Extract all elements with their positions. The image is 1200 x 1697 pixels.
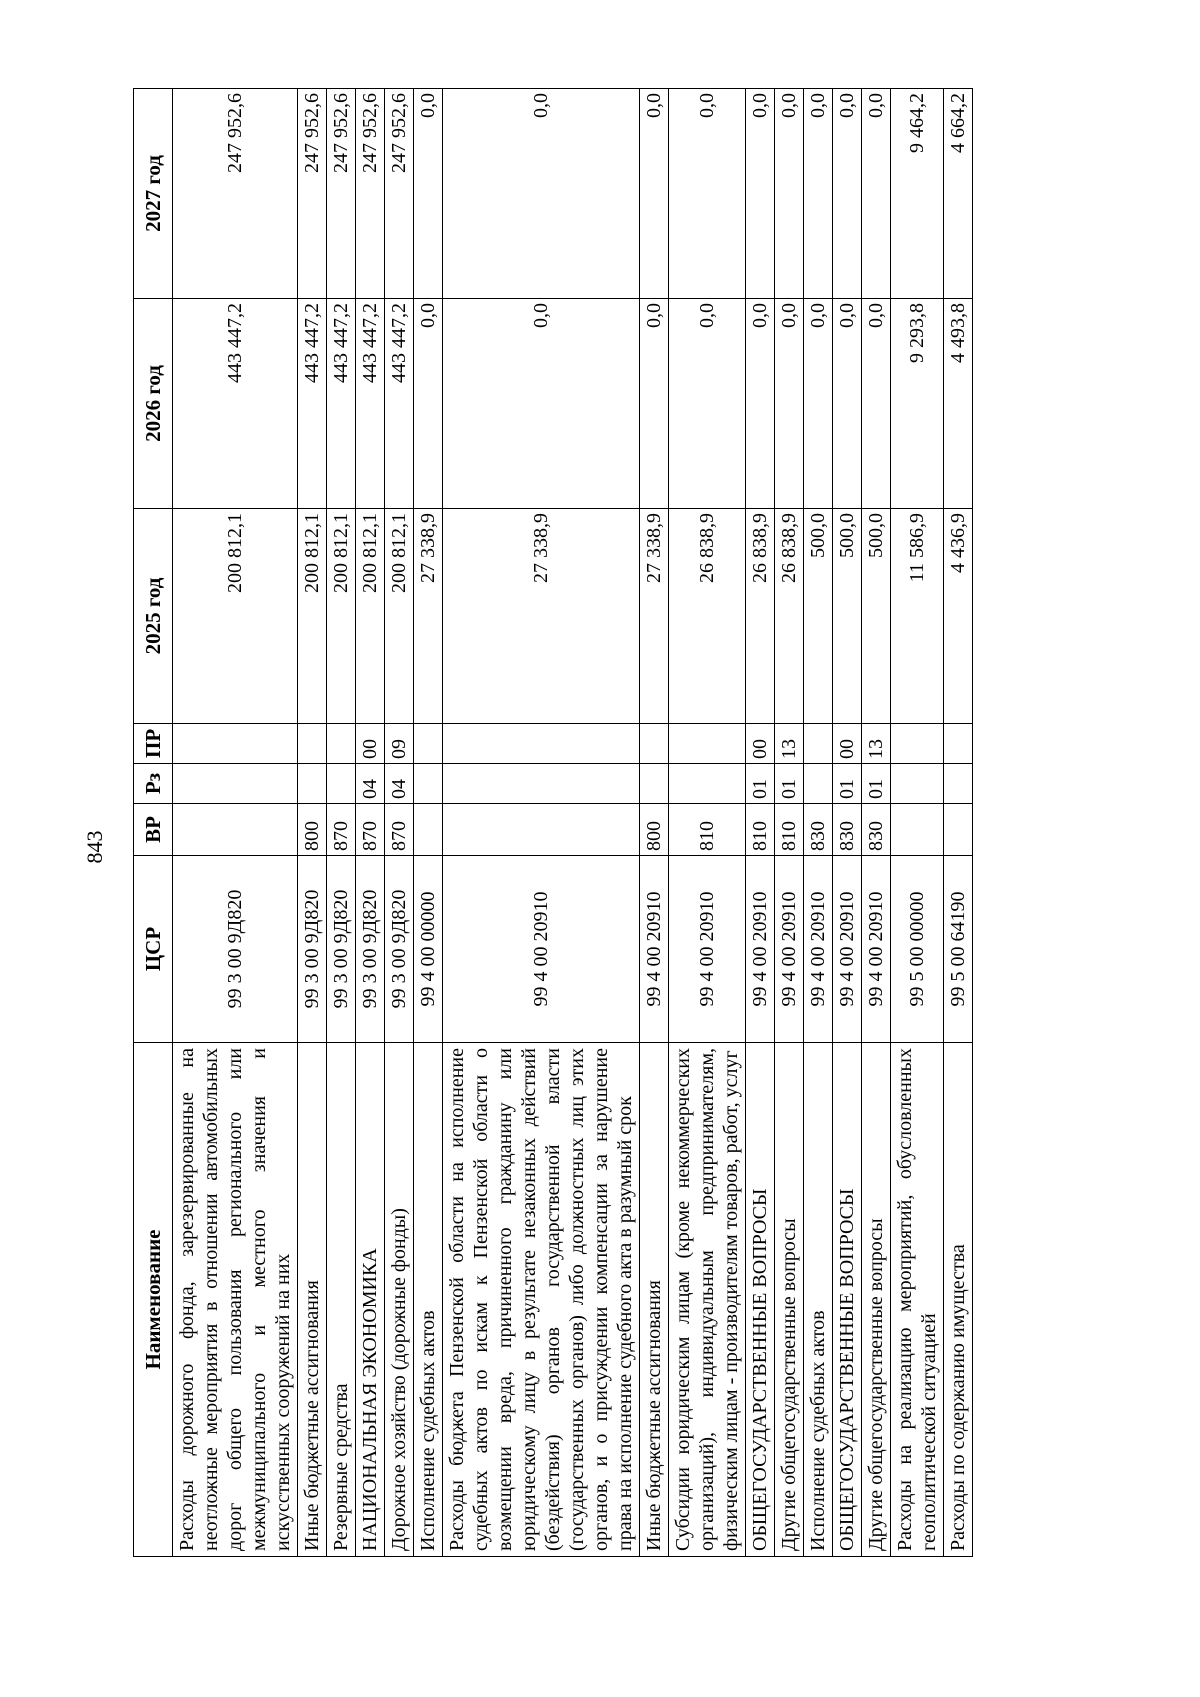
row-rz xyxy=(891,764,944,804)
header-rz: Рз xyxy=(134,764,173,804)
row-name: Другие общегосударственные вопросы xyxy=(775,1043,804,1557)
row-2025: 200 812,1 xyxy=(356,509,385,724)
row-2026: 0,0 xyxy=(804,299,833,509)
row-name: Субсидии юридическим лицам (кроме некоммерческих организаций), индивидуальным предпринимателям, физическим лицам - производителям товаров, работ, услуг xyxy=(669,1043,746,1557)
header-2027: 2027 год xyxy=(134,89,173,299)
header-2026: 2026 год xyxy=(134,299,173,509)
row-rz xyxy=(944,764,973,804)
row-2027: 0,0 xyxy=(443,89,640,299)
row-vr: 870 xyxy=(327,804,356,856)
header-vr: ВР xyxy=(134,804,173,856)
row-pr xyxy=(640,724,669,764)
row-rz xyxy=(298,764,327,804)
row-pr: 00 xyxy=(356,724,385,764)
row-vr: 830 xyxy=(862,804,891,856)
table-row xyxy=(891,89,944,1557)
row-2027: 0,0 xyxy=(746,89,775,299)
row-csr: 99 4 00 20910 xyxy=(833,856,862,1043)
row-csr: 99 4 00 20910 xyxy=(640,856,669,1043)
row-2027: 0,0 xyxy=(414,89,443,299)
row-2027: 0,0 xyxy=(640,89,669,299)
row-2027: 4 664,2 xyxy=(944,89,973,299)
row-2026: 0,0 xyxy=(443,299,640,509)
row-vr: 800 xyxy=(640,804,669,856)
row-2027: 0,0 xyxy=(775,89,804,299)
row-rz: 01 xyxy=(775,764,804,804)
row-2026: 0,0 xyxy=(669,299,746,509)
row-2026: 0,0 xyxy=(775,299,804,509)
row-csr: 99 3 00 9Д820 xyxy=(173,856,298,1043)
row-pr xyxy=(669,724,746,764)
table-row xyxy=(804,89,833,1557)
table-row xyxy=(385,89,414,1557)
row-rz: 01 xyxy=(862,764,891,804)
page-number: 843 xyxy=(82,830,107,864)
row-vr: 810 xyxy=(669,804,746,856)
row-pr xyxy=(443,724,640,764)
row-pr xyxy=(327,724,356,764)
rotated-table-container xyxy=(133,89,1035,1557)
row-pr: 13 xyxy=(775,724,804,764)
row-csr: 99 4 00 00000 xyxy=(414,856,443,1043)
row-csr: 99 5 00 64190 xyxy=(944,856,973,1043)
row-csr: 99 4 00 20910 xyxy=(443,856,640,1043)
row-csr: 99 4 00 20910 xyxy=(746,856,775,1043)
row-csr: 99 4 00 20910 xyxy=(804,856,833,1043)
row-2025: 500,0 xyxy=(862,509,891,724)
row-2027: 0,0 xyxy=(669,89,746,299)
row-rz xyxy=(414,764,443,804)
row-name: Иные бюджетные ассигнования xyxy=(298,1043,327,1557)
row-rz xyxy=(669,764,746,804)
row-2025: 200 812,1 xyxy=(298,509,327,724)
row-vr: 870 xyxy=(356,804,385,856)
row-2026: 0,0 xyxy=(746,299,775,509)
row-csr: 99 3 00 9Д820 xyxy=(298,856,327,1043)
row-2026: 443 447,2 xyxy=(173,299,298,509)
row-vr xyxy=(414,804,443,856)
table-row xyxy=(414,89,443,1557)
table-row xyxy=(746,89,775,1557)
row-vr: 830 xyxy=(804,804,833,856)
row-2026: 0,0 xyxy=(862,299,891,509)
row-2025: 200 812,1 xyxy=(385,509,414,724)
row-csr: 99 3 00 9Д820 xyxy=(327,856,356,1043)
row-pr xyxy=(298,724,327,764)
row-name: Дорожное хозяйство (дорожные фонды) xyxy=(385,1043,414,1557)
row-rz: 04 xyxy=(356,764,385,804)
row-2027: 0,0 xyxy=(862,89,891,299)
row-2026: 4 493,8 xyxy=(944,299,973,509)
row-pr xyxy=(944,724,973,764)
row-pr: 00 xyxy=(833,724,862,764)
table-row xyxy=(443,89,640,1557)
row-csr: 99 3 00 9Д820 xyxy=(385,856,414,1043)
table-row xyxy=(862,89,891,1557)
row-name: Иные бюджетные ассигнования xyxy=(640,1043,669,1557)
row-vr xyxy=(173,804,298,856)
row-2025: 200 812,1 xyxy=(327,509,356,724)
row-2026: 443 447,2 xyxy=(327,299,356,509)
row-csr: 99 3 00 9Д820 xyxy=(356,856,385,1043)
row-2027: 247 952,6 xyxy=(385,89,414,299)
row-2026: 443 447,2 xyxy=(356,299,385,509)
row-name: НАЦИОНАЛЬНАЯ ЭКОНОМИКА xyxy=(356,1043,385,1557)
table-row xyxy=(775,89,804,1557)
row-name: ОБЩЕГОСУДАРСТВЕННЫЕ ВОПРОСЫ xyxy=(746,1043,775,1557)
table-body xyxy=(173,89,973,1557)
row-2026: 9 293,8 xyxy=(891,299,944,509)
table-row xyxy=(833,89,862,1557)
header-pr: ПР xyxy=(134,724,173,764)
row-rz xyxy=(327,764,356,804)
row-2025: 26 838,9 xyxy=(775,509,804,724)
row-2026: 0,0 xyxy=(640,299,669,509)
header-name: Наименование xyxy=(134,1043,173,1557)
row-rz: 01 xyxy=(833,764,862,804)
row-pr xyxy=(804,724,833,764)
row-2027: 9 464,2 xyxy=(891,89,944,299)
row-vr: 870 xyxy=(385,804,414,856)
row-2025: 26 838,9 xyxy=(746,509,775,724)
row-2025: 500,0 xyxy=(804,509,833,724)
row-csr: 99 5 00 00000 xyxy=(891,856,944,1043)
row-name: Расходы дорожного фонда, зарезервированные на неотложные мероприятия в отношении автомобильных дорог общего пользования регионального или межмуниципального и местного значения и искусственных сооружений на них xyxy=(173,1043,298,1557)
table-header-row xyxy=(134,89,173,1557)
row-rz: 01 xyxy=(746,764,775,804)
row-pr xyxy=(173,724,298,764)
row-2025: 200 812,1 xyxy=(173,509,298,724)
row-name: Расходы бюджета Пензенской области на исполнение судебных актов по искам к Пензенской области о возмещении вреда, причиненного гражданину или юридическому лицу в результате незаконных действий (бездействия) органов государственной власти (государственных органов) либо должностных лиц этих органов, и о присуждении компенсации за нарушение права на исполнение судебного акта в разумный срок xyxy=(443,1043,640,1557)
row-2025: 26 838,9 xyxy=(669,509,746,724)
row-csr: 99 4 00 20910 xyxy=(669,856,746,1043)
table-row xyxy=(298,89,327,1557)
row-vr: 810 xyxy=(775,804,804,856)
row-2027: 247 952,6 xyxy=(327,89,356,299)
table-row xyxy=(640,89,669,1557)
row-vr xyxy=(944,804,973,856)
table-row xyxy=(944,89,973,1557)
row-name: Исполнение судебных актов xyxy=(804,1043,833,1557)
row-2025: 27 338,9 xyxy=(443,509,640,724)
row-pr xyxy=(891,724,944,764)
row-2027: 247 952,6 xyxy=(173,89,298,299)
row-2026: 0,0 xyxy=(833,299,862,509)
budget-table xyxy=(133,88,973,1557)
row-2025: 11 586,9 xyxy=(891,509,944,724)
row-2027: 0,0 xyxy=(804,89,833,299)
row-vr xyxy=(443,804,640,856)
row-csr: 99 4 00 20910 xyxy=(775,856,804,1043)
row-vr: 810 xyxy=(746,804,775,856)
row-pr: 09 xyxy=(385,724,414,764)
row-name: Исполнение судебных актов xyxy=(414,1043,443,1557)
row-vr: 800 xyxy=(298,804,327,856)
row-pr: 00 xyxy=(746,724,775,764)
row-pr: 13 xyxy=(862,724,891,764)
row-pr xyxy=(414,724,443,764)
row-2025: 500,0 xyxy=(833,509,862,724)
table-row xyxy=(327,89,356,1557)
row-name: Расходы на реализацию мероприятий, обусловленных геополитической ситуацией xyxy=(891,1043,944,1557)
row-2027: 0,0 xyxy=(833,89,862,299)
row-name: Расходы по содержанию имущества xyxy=(944,1043,973,1557)
row-2027: 247 952,6 xyxy=(356,89,385,299)
row-rz xyxy=(173,764,298,804)
row-vr xyxy=(891,804,944,856)
row-rz xyxy=(640,764,669,804)
row-name: ОБЩЕГОСУДАРСТВЕННЫЕ ВОПРОСЫ xyxy=(833,1043,862,1557)
table-row xyxy=(356,89,385,1557)
table-row xyxy=(173,89,298,1557)
row-name: Резервные средства xyxy=(327,1043,356,1557)
row-vr: 830 xyxy=(833,804,862,856)
row-rz xyxy=(804,764,833,804)
row-rz xyxy=(443,764,640,804)
header-csr: ЦСР xyxy=(134,856,173,1043)
row-2026: 0,0 xyxy=(414,299,443,509)
row-rz: 04 xyxy=(385,764,414,804)
row-2026: 443 447,2 xyxy=(385,299,414,509)
row-2025: 27 338,9 xyxy=(640,509,669,724)
row-2025: 27 338,9 xyxy=(414,509,443,724)
row-2026: 443 447,2 xyxy=(298,299,327,509)
row-2025: 4 436,9 xyxy=(944,509,973,724)
table-row xyxy=(669,89,746,1557)
header-2025: 2025 год xyxy=(134,509,173,724)
row-2027: 247 952,6 xyxy=(298,89,327,299)
row-csr: 99 4 00 20910 xyxy=(862,856,891,1043)
row-name: Другие общегосударственные вопросы xyxy=(862,1043,891,1557)
